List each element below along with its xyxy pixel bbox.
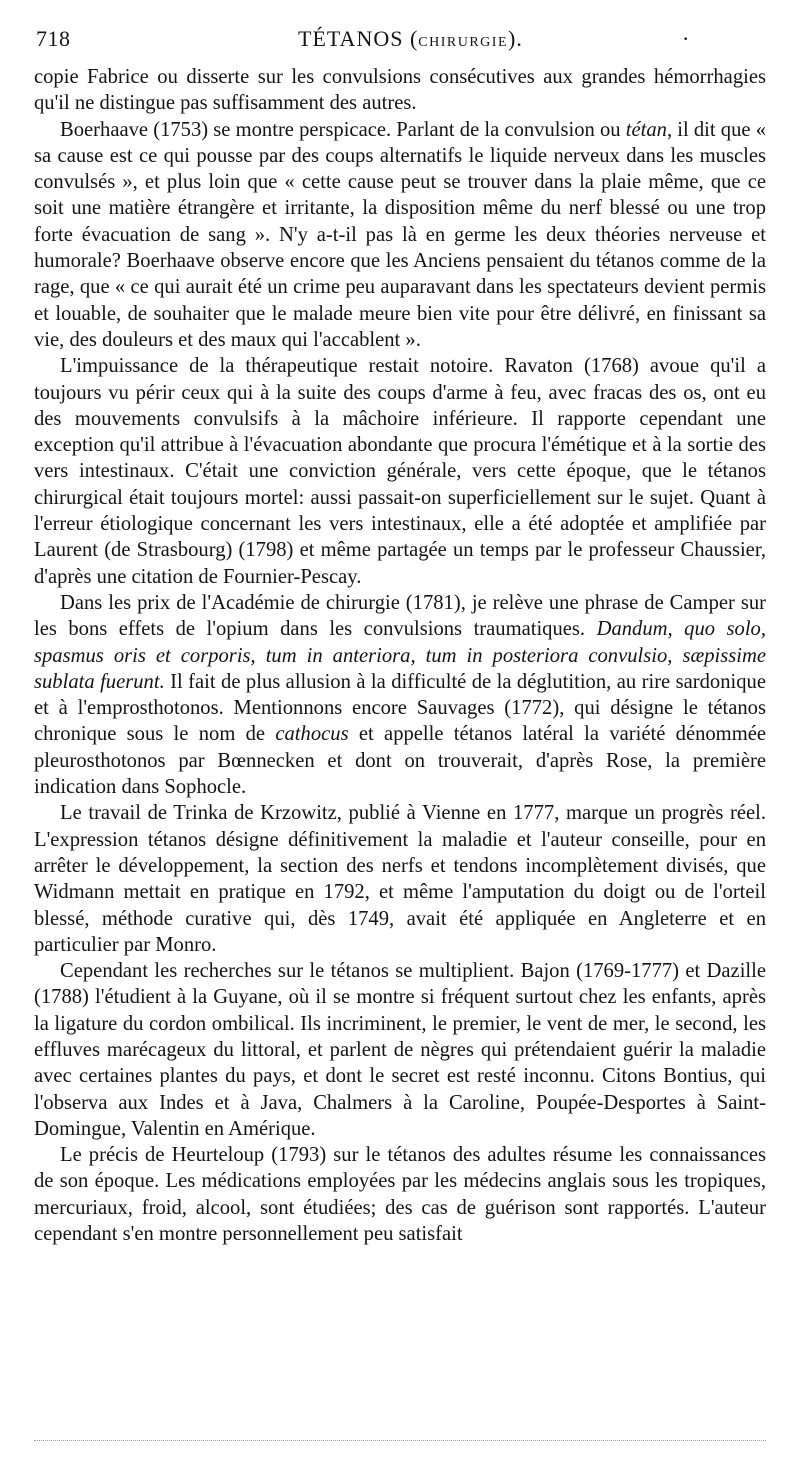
- footer-rule: [34, 1440, 766, 1441]
- paragraph-7-text: Le précis de Heurteloup (1793) sur le tétanos des adultes résume les connaissances de son époque. Les médications employées par les médecins anglais sous les tropiques, mercuriaux, froid, alcool, sont étudiées; des cas de guérison sont rapportés. L'auteur cependant s'en montre personnellement peu satisfait: [34, 1144, 766, 1246]
- running-head: [34, 0, 766, 56]
- running-title-end: ).: [508, 26, 523, 51]
- paragraph-4-latin-quote: Dandum, quo solo, spasmus oris et corporis, tum in anteriora, tum in posteriora convulsio, sæpissime sublata fuerunt.: [34, 618, 767, 693]
- paragraph-2-text-a: Boerhaave (1753) se montre perspicace. Parlant de la convulsion ou: [60, 118, 626, 141]
- paragraph-1-text: copie Fabrice ou disserte sur les convulsions consécutives aux grandes hémorrhagies qu'il ne distingue pas suffisamment des autres.: [34, 66, 766, 115]
- paragraph-4: [34, 590, 766, 800]
- paragraph-4-text-a: Dans les prix de l'Académie de chirurgie (1781), je relève une phrase de Camper sur les bons effets de l'opium dans les convulsions traumatiques.: [34, 591, 766, 641]
- paragraph-5-text: Le travail de Trinka de Krzowitz, publié à Vienne en 1777, marque un progrès réel. L'expression tétanos désigne définitivement la maladie et l'auteur conseille, pour en arrêter le développement, la section des nerfs et tendons incomplètement divisés, que Widmann mettait en pratique en 1792, et même l'amputation du doigt ou de l'orteil blessé, méthode curative qui, dès 1749, avait été appliquée en Angleterre et en particulier par Monro.: [34, 802, 766, 956]
- header-dot: ·: [682, 26, 690, 51]
- paragraph-2-text-b: , il dit que « sa cause est ce qui pousse par des coups alternatifs le liquide nerveux dans les muscles convulsés », et plus loin que « cette cause peut se trouver dans la plaie même, que ce soit une matière étrangère et irritante, la disposition même du nerf blessé ou une trop forte évacuation de sang ». N'y a-t-il pas là en germe les deux théories nerveuse et humorale? Boerhaave observe encore que les Anciens pensaient du tétanos comme de la rage, que « ce qui aurait été un crime peu auparavant dans les spectateurs devient permis et louable, de souhaiter que le malade meure bien vite pour être délivré, en finissant sa vie, des douleurs et des maux qui l'accablent ».: [34, 118, 766, 351]
- paragraph-4-text-b: Il fait de plus allusion à la difficulté de la déglutition, au rire sardonique et à l'emprosthotonos. Mentionnons encore Sauvages (1772), qui désigne le tétanos chronique sous le nom de: [34, 670, 766, 746]
- running-title: [298, 26, 523, 52]
- paragraph-6: [34, 958, 766, 1142]
- paragraph-6-text: Cependant les recherches sur le tétanos se multiplient. Bajon (1769-1777) et Dazille (1788) l'étudient à la Guyane, où il se montre si fréquent surtout chez les enfants, après la ligature du cordon ombilical. Ils incriminent, le premier, le vent de mer, le second, les effluves marécageux du littoral, et parlent de nègres qui prétendaient guérir la maladie avec certaines plantes du pays, et dont le secret est resté inconnu. Citons Bontius, qui l'observa aux Indes et à Java, Chalmers à la Caroline, Poupée-Desportes à Saint-Domingue, Valentin en Amérique.: [34, 960, 766, 1140]
- running-title-main: TÉTANOS (: [298, 26, 419, 51]
- page: [34, 0, 766, 1247]
- paragraph-4-text-c: et appelle tétanos latéral la variété dénommée pleurosthotonos par Bœnnecken et dont on trouverait, d'après Rose, la première indication dans Sophocle.: [34, 723, 766, 799]
- paragraph-2-italic-term: tétan: [625, 118, 667, 141]
- paragraph-3: [34, 353, 766, 590]
- paragraph-1: [34, 64, 766, 117]
- paragraph-3-text: L'impuissance de la thérapeutique restait notoire. Ravaton (1768) avoue qu'il a toujours vu périr ceux qui à la suite des coups d'arme à feu, avec fracas des os, ont eu des mouvements convulsifs à la mâchoire inférieure. Il rapporte cependant une exception qu'il attribue à l'évacuation abondante que procura l'émétique et à la sortie des vers intestinaux. C'était une conviction générale, vers cette époque, que le tétanos chirurgical était toujours mortel: aussi passait-on superficiellement sur le sujet. Quant à l'erreur étiologique concernant les vers intestinaux, elle a été adoptée et amplifiée par Laurent (de Strasbourg) (1798) et même partagée un temps par le professeur Chaussier, d'après une citation de Fournier-Pescay.: [34, 355, 766, 588]
- body-text: [34, 64, 766, 1247]
- paragraph-7: [34, 1142, 766, 1247]
- paragraph-5: [34, 800, 766, 958]
- paragraph-2: [34, 117, 766, 354]
- running-title-section: CHIRURGIE: [418, 35, 509, 50]
- page-number: 718: [36, 26, 71, 51]
- paragraph-4-italic-term: cathocus: [275, 723, 349, 746]
